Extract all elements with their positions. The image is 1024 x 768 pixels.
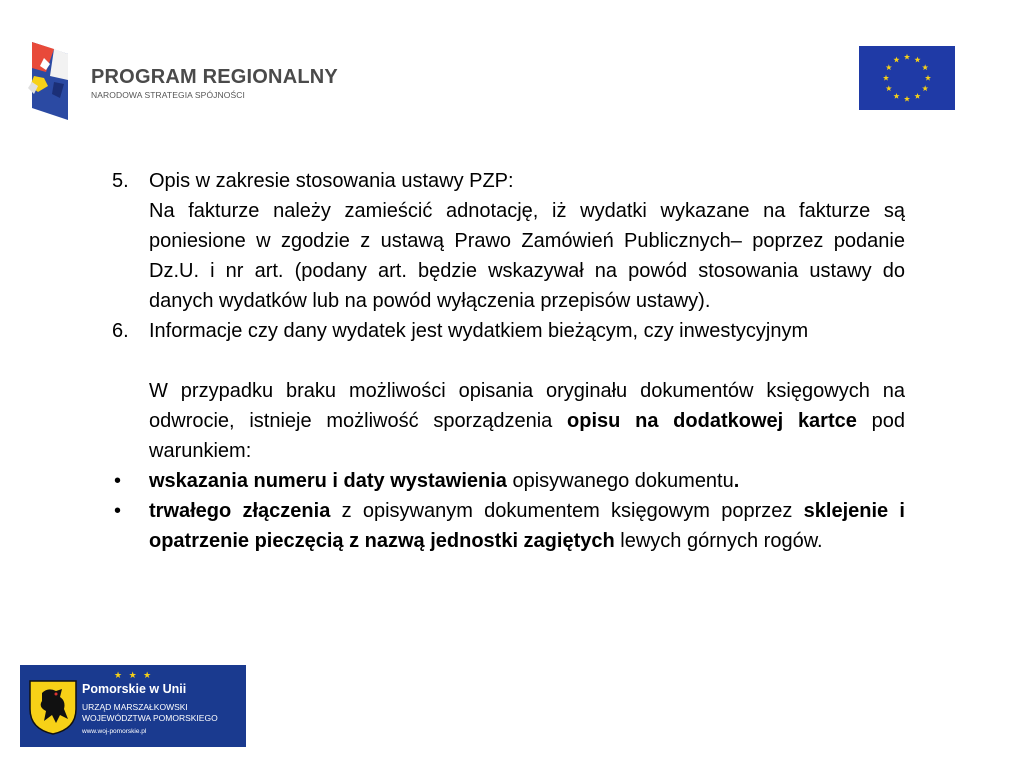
program-title: PROGRAM REGIONALNY: [91, 66, 338, 88]
item5-body-text: Na fakturze należy zamieścić adnotację, iż wydatki wykazane na fakturze są poniesione w zgodzie z ustawą Prawo Zamówień Publicznych– poprzez podanie Dz.U. i nr art. (podany art. będzie wskazywał na powód stosowania ustawy do danych wydatków lub na powód wyłączenia przepisów ustawy).: [149, 200, 905, 312]
bullet1-bold: wskazania numeru i daty wystawienia: [149, 470, 507, 492]
list-marker: 6.: [112, 320, 129, 342]
footer-title: Pomorskie w Unii: [82, 682, 187, 696]
list-item-5: [112, 166, 905, 316]
item5-body: [149, 196, 905, 316]
slide-content: [112, 166, 905, 556]
paragraph-text-after: pod warunkiem:: [149, 410, 905, 462]
program-subtitle: NARODOWA STRATEGIA SPÓJNOŚCI: [91, 90, 245, 100]
list-marker: 5.: [112, 170, 129, 192]
bullet1-bold-end: .: [733, 470, 740, 492]
bullet-marker: •: [114, 470, 122, 492]
eu-flag-icon: [859, 46, 955, 110]
paragraph-bold: opisu na dodatkowej kartce: [567, 410, 857, 432]
pomorskie-logo: [20, 665, 246, 747]
paragraph-text-before: W przypadku braku możliwości opisania oryginału dokumentów księgowych na odwrocie, istnieje możliwość sporządzenia: [149, 380, 905, 432]
bullet2-bold2: sklejenie i opatrzenie pieczęcią z nazwą jednostki zagiętych: [149, 500, 905, 552]
list-item-6: [112, 316, 905, 346]
spacer: [112, 346, 905, 376]
item6-text: Informacje czy dany wydatek jest wydatkiem bieżącym, czy inwestycyjnym: [149, 320, 809, 342]
bullet1-text: opisywanego dokumentu: [506, 470, 734, 492]
program-regionalny-logo: [24, 42, 338, 122]
bullet2-bold1: trwałego złączenia: [149, 500, 331, 522]
condition-paragraph: [112, 376, 905, 466]
griffin-crest-icon: [28, 679, 78, 735]
footer-line1: URZĄD MARSZAŁKOWSKI: [82, 702, 188, 712]
bullet2-text1: z opisywanym dokumentem księgowym poprzez: [330, 500, 804, 522]
footer-line2: WOJEWÓDZTWA POMORSKIEGO: [82, 713, 218, 723]
bullet-item-1: [112, 466, 905, 496]
footer-stars: ★ ★ ★: [114, 670, 154, 680]
item5-heading: Opis w zakresie stosowania ustawy PZP:: [149, 170, 514, 192]
bullet-marker: •: [114, 500, 122, 522]
program-emblem-icon: [24, 42, 74, 120]
bullet2-text2: lewych górnych rogów.: [614, 530, 823, 552]
bullet-item-2: [112, 496, 905, 556]
footer-url: www.woj-pomorskie.pl: [82, 728, 147, 735]
